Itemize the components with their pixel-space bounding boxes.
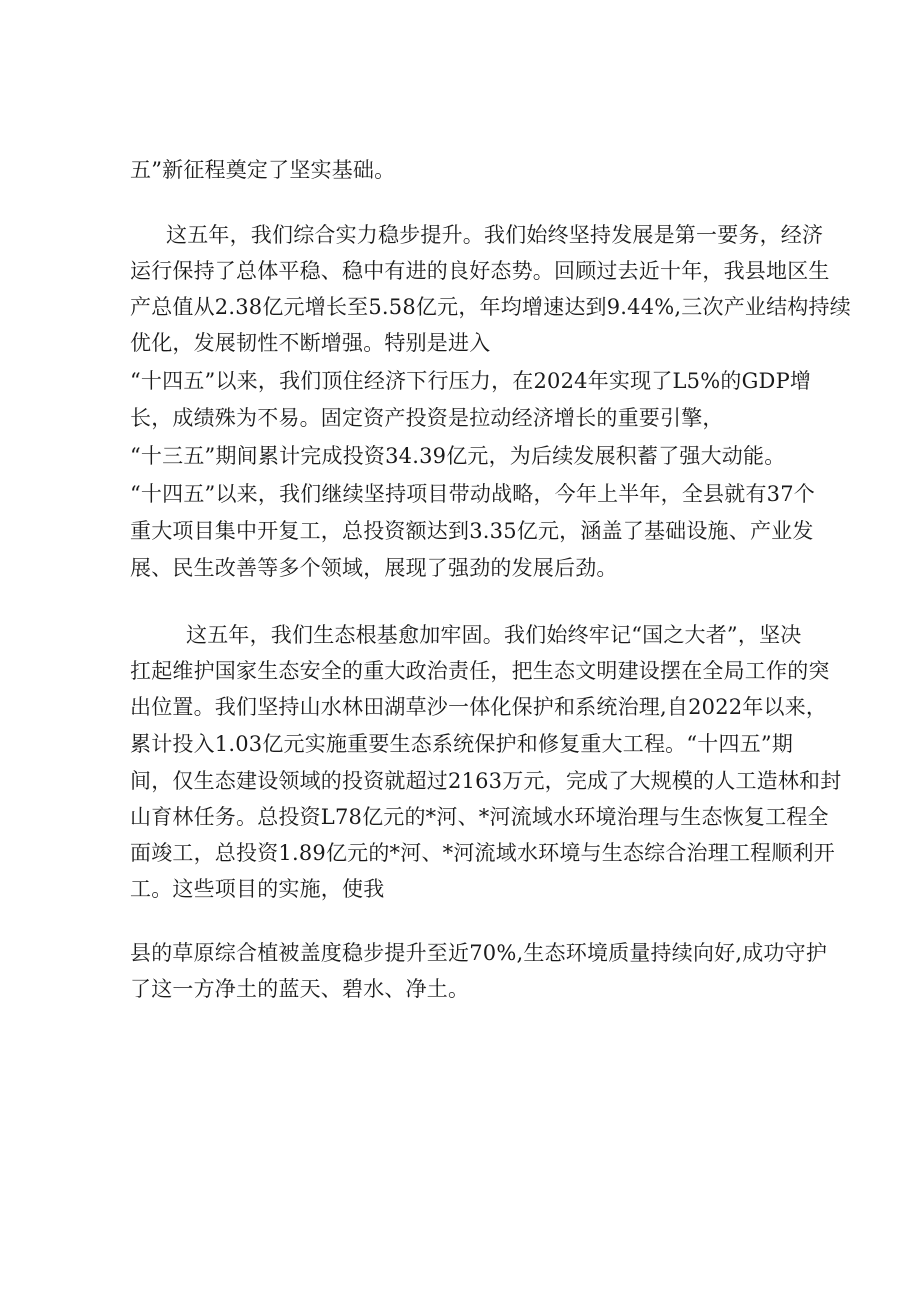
text-line-13: 扛起维护国家生态安全的重大政治责任，把生态文明建设摆在全局工作的突: [130, 659, 830, 683]
text-line-10: 重大项目集中开复工，总投资额达到3.35亿元，涵盖了基础设施、产业发: [130, 519, 814, 543]
text-line-20: 县的草原综合植被盖度稳步提升至近70%,生态环境质量持续向好,成功守护: [130, 941, 828, 965]
text-line-12: 这五年，我们生态根基愈加牢固。我们始终牢记“国之大者”，坚决: [186, 623, 802, 647]
text-line-1: 五”新征程奠定了坚实基础。: [130, 158, 396, 182]
text-line-6: “十四五”以来，我们顶住经济下行压力，在2024年实现了L5%的GDP增: [130, 369, 812, 393]
text-line-17: 山育林任务。总投资L78亿元的*河、*河流域水环境治理与生态恢复工程全: [130, 805, 829, 829]
text-line-16: 间，仅生态建设领域的投资就超过2163万元，完成了大规模的人工造林和封: [130, 769, 842, 793]
text-line-3: 运行保持了总体平稳、稳中有进的良好态势。回顾过去近十年，我县地区生: [130, 259, 830, 283]
text-line-11: 展、民生改善等多个领域，展现了强劲的发展后劲。: [130, 556, 618, 580]
text-line-9: “十四五”以来，我们继续坚持项目带动战略，今年上半年，全县就有37个: [130, 482, 815, 506]
text-line-18: 面竣工，总投资1.89亿元的*河、*河流域水环境与生态综合治理工程顺利开: [130, 841, 835, 865]
text-line-7: 长，成绩殊为不易。固定资产投资是拉动经济增长的重要引擎，: [130, 406, 724, 430]
text-line-5: 优化，发展韧性不断增强。特别是进入: [130, 331, 491, 355]
text-line-8: “十三五”期间累计完成投资34.39亿元，为后续发展积蓄了强大动能。: [130, 444, 786, 468]
text-line-14: 出位置。我们坚持山水林田湖草沙一体化保护和系统治理,自2022年以来，: [130, 695, 828, 719]
text-line-4: 产总值从2.38亿元增长至5.58亿元，年均增速达到9.44%,三次产业结构持续: [130, 295, 851, 319]
text-line-21: 了这一方净土的蓝天、碧水、净土。: [130, 977, 470, 1001]
text-line-19: 工。这些项目的实施，使我: [130, 877, 385, 901]
text-line-2: 这五年，我们综合实力稳步提升。我们始终坚持发展是第一要务，经济: [166, 223, 824, 247]
text-line-15: 累计投入1.03亿元实施重要生态系统保护和修复重大工程。“十四五”期: [130, 732, 794, 756]
